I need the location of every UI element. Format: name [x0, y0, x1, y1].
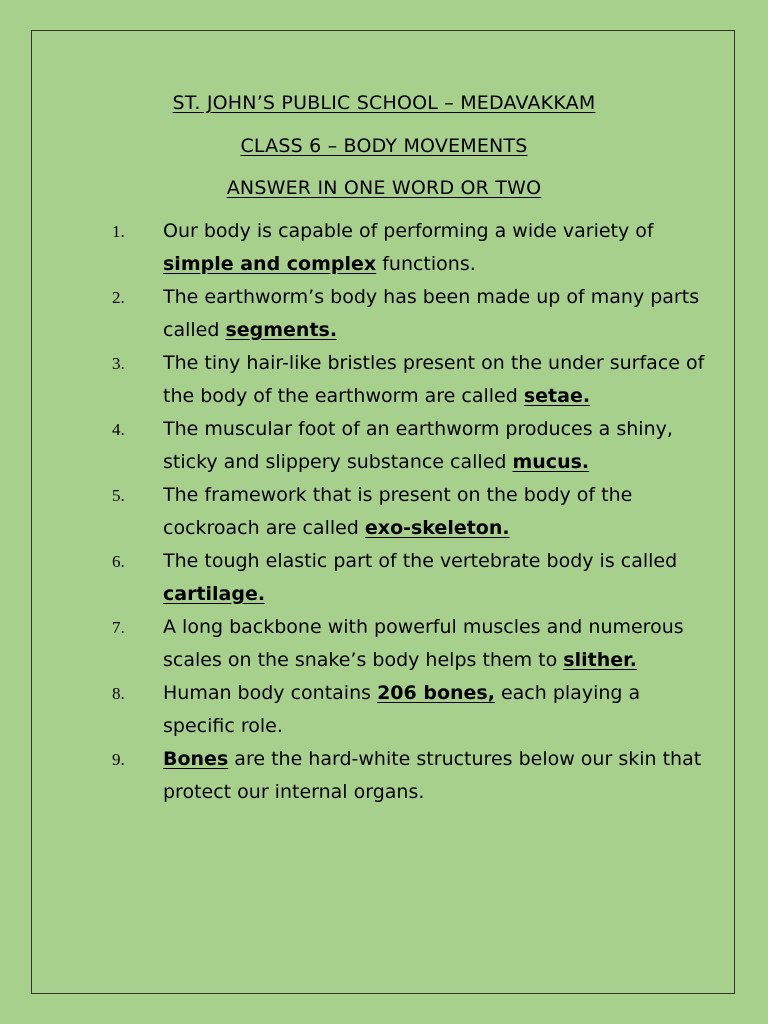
question-list [112, 215, 712, 809]
question-number: 3. [112, 354, 125, 373]
question-number: 8. [112, 684, 125, 703]
question-text-after: are the hard-white structures below our skin that protect our internal organs. [163, 748, 702, 803]
question-text-before: A long backbone with powerful muscles and numerous scales on the snake’s body helps them to [163, 616, 684, 671]
question-text [163, 347, 712, 413]
question-text [163, 413, 712, 479]
class-title: CLASS 6 – BODY MOVEMENTS [240, 135, 528, 157]
question-text-after: functions. [376, 253, 476, 275]
question-item [112, 347, 712, 413]
question-text [163, 743, 712, 809]
question-text [163, 677, 712, 743]
question-number: 7. [112, 618, 125, 637]
instruction-title: ANSWER IN ONE WORD OR TWO [226, 177, 542, 199]
question-text [163, 545, 712, 611]
answer: mucus. [512, 451, 590, 473]
answer: 206 bones, [377, 682, 495, 704]
answer: cartilage. [163, 583, 266, 605]
question-item [112, 611, 712, 677]
question-item [112, 413, 712, 479]
question-number: 1. [112, 222, 125, 241]
question-text-before: The framework that is present on the body of the cockroach are called [163, 484, 633, 539]
question-text [163, 281, 712, 347]
question-text [163, 479, 712, 545]
answer: Bones [163, 748, 229, 770]
question-number: 4. [112, 420, 125, 439]
question-number: 9. [112, 750, 125, 769]
question-item [112, 215, 712, 281]
question-item [112, 677, 712, 743]
question-text [163, 611, 712, 677]
answer: exo-skeleton. [364, 517, 510, 539]
question-text [163, 215, 712, 281]
question-item [112, 281, 712, 347]
answer: setae. [523, 385, 591, 407]
answer: simple and complex [163, 253, 377, 275]
question-text-before: Human body contains [163, 682, 378, 704]
answer: slither. [563, 649, 637, 671]
question-text-after: each playing a specific role. [163, 682, 641, 737]
question-item [112, 545, 712, 611]
question-number: 6. [112, 552, 125, 571]
question-text-before: The earthworm’s body has been made up of many parts called [163, 286, 700, 341]
question-number: 2. [112, 288, 125, 307]
question-text-before: The tiny hair-like bristles present on the under surface of the body of the earthworm are called [163, 352, 705, 407]
answer: segments. [225, 319, 338, 341]
question-item [112, 743, 712, 809]
question-text-before: The muscular foot of an earthworm produces a shiny, sticky and slippery substance called [163, 418, 673, 473]
school-title: ST. JOHN’S PUBLIC SCHOOL – MEDAVAKKAM [172, 92, 596, 114]
question-item [112, 479, 712, 545]
question-number: 5. [112, 486, 125, 505]
question-text-before: Our body is capable of performing a wide variety of [163, 220, 654, 242]
question-text-before: The tough elastic part of the vertebrate body is called [163, 550, 678, 572]
